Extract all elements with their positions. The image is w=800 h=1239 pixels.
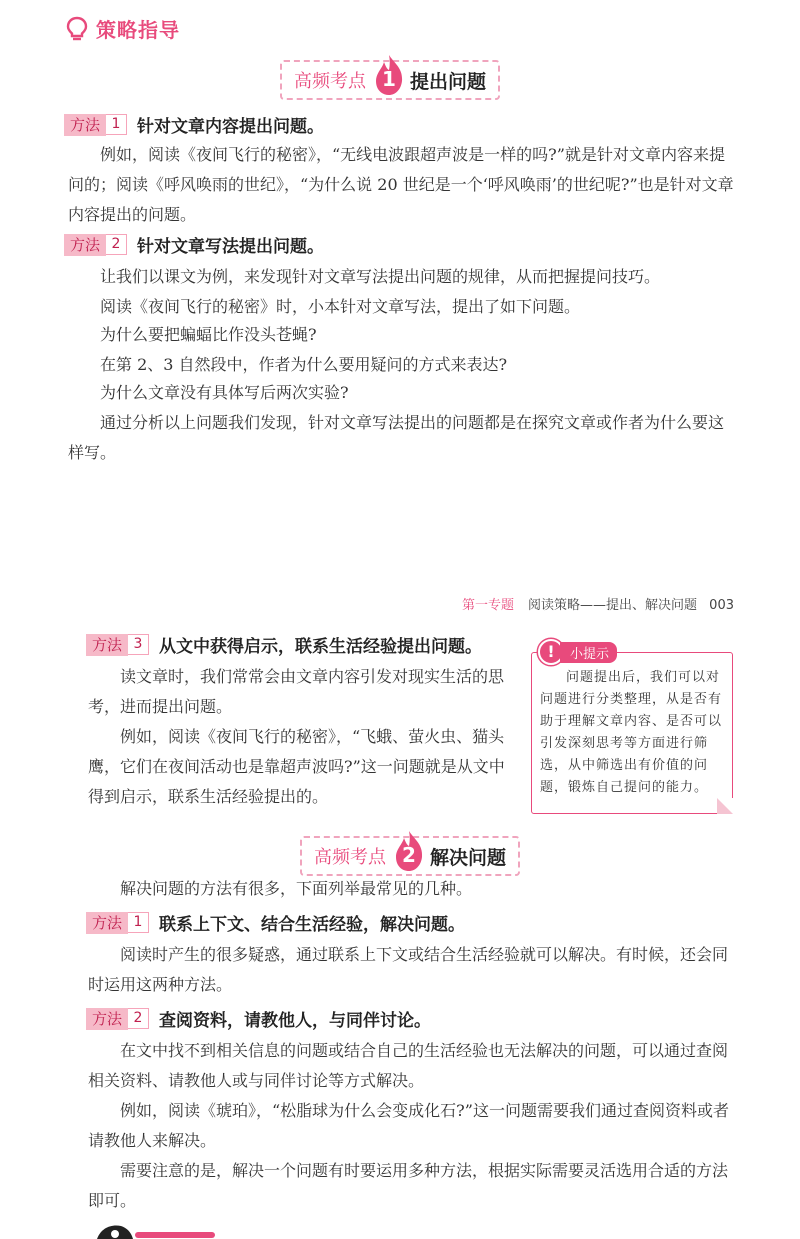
exclamation-icon: ! [538,639,564,665]
method-tag-label: 方法 [86,1008,128,1030]
paragraph: 为什么要把蝙蝠比作没头苍蝇? [100,325,317,344]
paragraph: 例如，阅读《夜间飞行的秘密》，“无线电波跟超声波是一样的吗?”就是针对文章内容来提问的；阅读《呼风唤雨的世纪》，“为什么说 20 世纪是一个‘呼风唤雨’的世纪呢?”也是针对文章内容提出的问题。 [68,145,734,224]
lightbulb-icon [66,16,88,42]
method-heading-s2-2 [86,1006,431,1031]
method-heading-3 [86,632,482,657]
method-tag [86,634,149,656]
banner-number: 1 [382,67,396,91]
strategy-header [66,14,180,43]
method-tag-number: 1 [128,912,149,933]
method-heading-s2-1 [86,910,465,935]
topic-banner-1 [280,60,500,100]
paragraph: 读文章时，我们常常会由文章内容引发对现实生活的思考，进而提出问题。 [88,667,505,716]
topic-banner-2 [300,836,520,876]
paragraph: 阅读《夜间飞行的秘密》时，小本针对文章写法，提出了如下问题。 [100,297,581,316]
method-heading-1 [64,112,324,137]
method-tag [64,114,127,136]
paragraph: 例如，阅读《夜间飞行的秘密》，“飞蛾、萤火虫、猫头鹰，它们在夜间活动也是靠超声波吗?”这一问题就是从文中得到启示，联系生活经验提出的。 [88,727,505,806]
chapter-title: 阅读策略——提出、解决问题 [528,598,698,613]
banner-number: 2 [402,843,416,867]
method-tag-label: 方法 [64,114,106,136]
method-tag-label: 方法 [86,912,128,934]
method-tag-number: 2 [128,1008,149,1029]
method-title: 针对文章内容提出问题。 [137,117,325,137]
tip-text: 问题提出后，我们可以对问题进行分类整理，从是否有助于理解文章内容、是否可以引发深刻思考等方面进行筛选，从中筛选出有价值的问题，锻炼自己提问的能力。 [540,670,723,795]
method-tag-label: 方法 [64,234,106,256]
cartoon-figure-icon [95,1222,295,1239]
page-running-head [462,594,734,613]
paragraph: 阅读时产生的很多疑惑，通过联系上下文或结合生活经验就可以解决。有时候，还会同时运用这两种方法。 [88,945,729,994]
strategy-title: 策略指导 [96,18,180,42]
paragraph: 在文中找不到相关信息的问题或结合自己的生活经验也无法解决的问题，可以通过查阅相关资料、请教他人或与同伴讨论等方式解决。 [88,1041,729,1090]
banner-topic: 提出问题 [410,70,487,93]
banner-topic: 解决问题 [430,846,507,869]
method-title: 针对文章写法提出问题。 [137,237,325,257]
tip-label: 小提示 [560,642,617,663]
paragraph: 让我们以课文为例，来发现针对文章写法提出问题的规律，从而把握提问技巧。 [100,267,661,286]
paragraph: 为什么文章没有具体写后两次实验? [100,383,349,402]
page-number: 003 [709,598,734,613]
method-tag-number: 1 [106,114,127,135]
paragraph: 通过分析以上问题我们发现，针对文章写法提出的问题都是在探究文章或作者为什么要这样写。 [68,413,725,462]
method-tag [86,1008,149,1030]
method-heading-2 [64,232,324,257]
method-title: 联系上下文、结合生活经验，解决问题。 [159,915,466,935]
method-title: 从文中获得启示，联系生活经验提出问题。 [159,637,483,657]
tip-tag [538,639,617,665]
flame-number-icon [392,829,426,873]
section-label: 第一专题 [462,598,515,613]
method-tag-number: 2 [106,234,127,255]
paragraph: 在第 2、3 自然段中，作者为什么要用疑问的方式来表达? [100,355,508,374]
paragraph: 例如，阅读《琥珀》，“松脂球为什么会变成化石?”这一问题需要我们通过查阅资料或者请教他人来解决。 [88,1101,729,1150]
flame-number-icon [372,53,406,97]
paragraph: 需要注意的是，解决一个问题有时要运用多种方法，根据实际需要灵活选用合适的方法即可。 [88,1161,729,1210]
method-tag [86,912,149,934]
page-fold-corner [717,798,733,814]
banner-prefix: 高频考点 [294,71,366,92]
method-tag-number: 3 [128,634,149,655]
method-title: 查阅资料，请教他人，与同伴讨论。 [159,1011,432,1031]
paragraph: 解决问题的方法有很多，下面列举最常见的几种。 [120,879,473,898]
method-tag [64,234,127,256]
banner-prefix: 高频考点 [314,847,386,868]
tip-box [531,642,733,814]
method-tag-label: 方法 [86,634,128,656]
